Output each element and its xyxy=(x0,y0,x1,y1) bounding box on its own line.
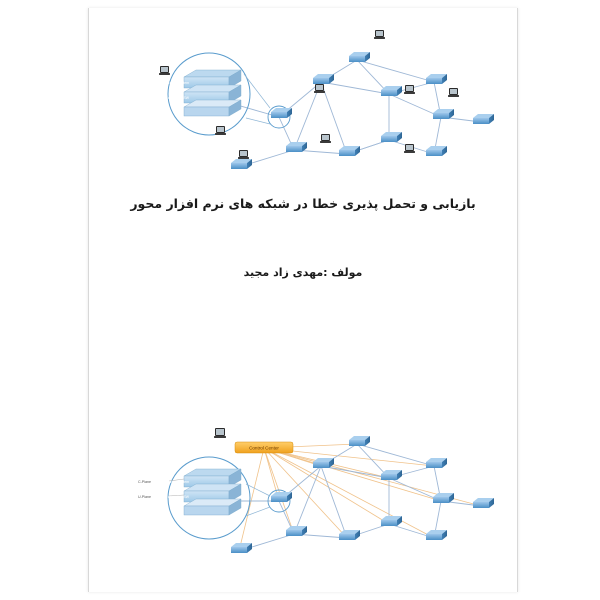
callout-line-2 xyxy=(246,118,270,124)
svg-text:Operating System: Operating System xyxy=(161,480,189,484)
controller-stack-bottom xyxy=(162,469,241,515)
svg-text:Forwarding SW: Forwarding SW xyxy=(165,96,189,100)
title-block xyxy=(89,194,517,279)
sdn-topology-top-svg xyxy=(89,22,517,192)
svg-text:Forwarding SW: Forwarding SW xyxy=(165,495,189,499)
controller-stack xyxy=(162,70,241,116)
sdn-topology-bottom-svg xyxy=(89,406,517,586)
author-line: مولف :مهدی زاد مجید xyxy=(243,266,363,279)
callout-line-1 xyxy=(244,74,270,108)
figure-top xyxy=(89,22,517,192)
cover-sheet xyxy=(88,8,518,592)
svg-text:Operating System: Operating System xyxy=(161,81,189,85)
control-center-badge xyxy=(235,442,293,453)
plane-label-u: U-Plane xyxy=(138,495,151,499)
figure-bottom xyxy=(89,406,517,586)
page-title: بازیابی و تحمل پذیری خطا در شبکه های نرم افزار محور xyxy=(130,196,476,211)
control-host-icon xyxy=(214,428,226,438)
control-center-label: Control Center xyxy=(249,445,279,451)
plane-label-c: C-Plane xyxy=(138,480,151,484)
